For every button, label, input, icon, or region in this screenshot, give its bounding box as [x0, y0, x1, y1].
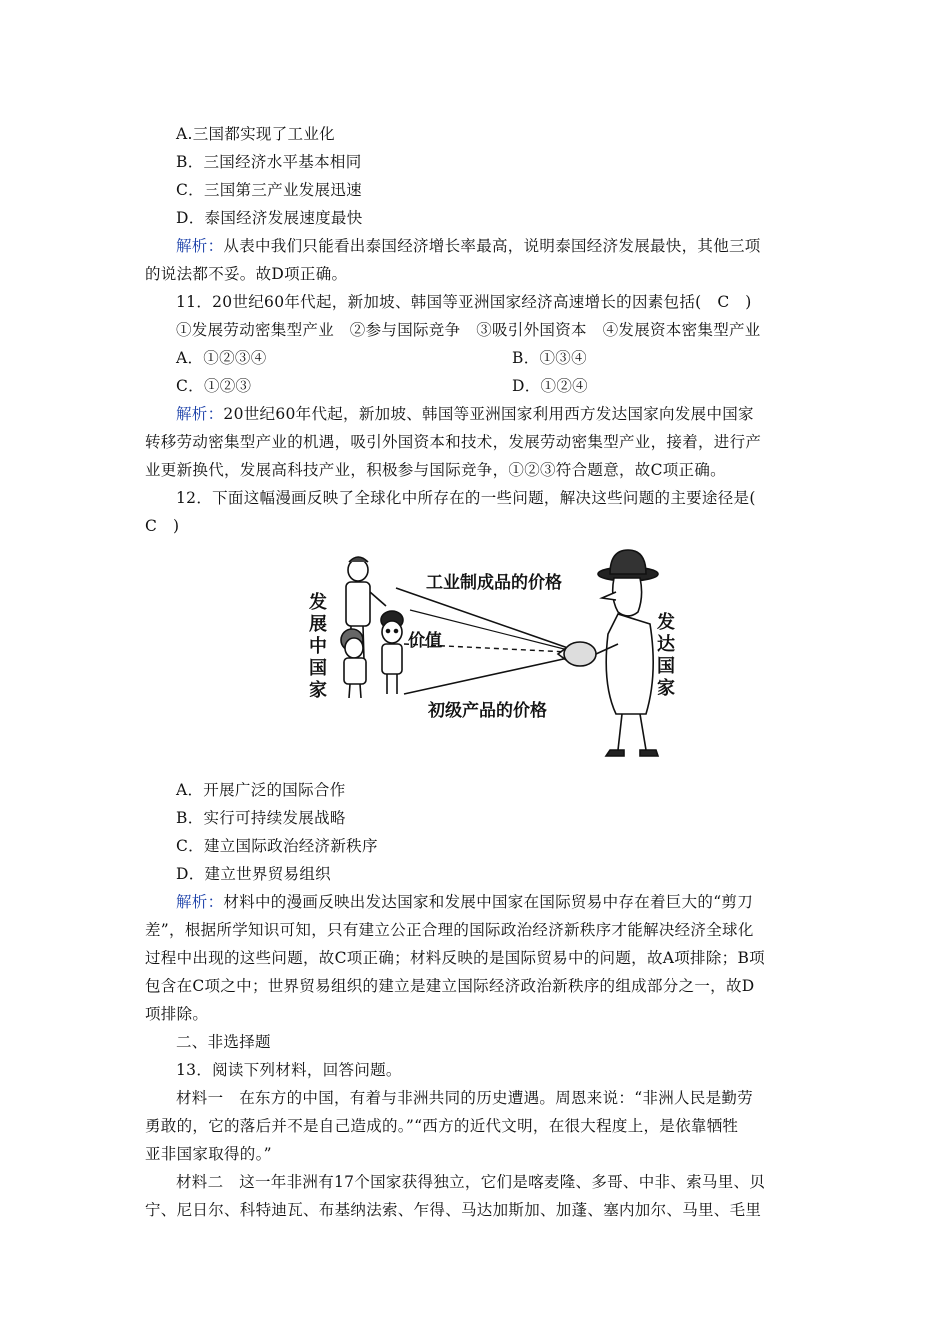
analysis-label: 解析：: [176, 893, 224, 911]
svg-text:中: 中: [309, 636, 327, 657]
material1-line-3: 亚非国家取得的。”: [145, 1145, 272, 1163]
material1-line-2: 勇敢的，它的落后并不是自己造成的。”“西方的近代文明，在很大程度上，是依靠牺牲: [145, 1117, 739, 1135]
material2-line-2: 宁、尼日尔、科特迪瓦、布基纳法索、乍得、马达加斯加、加蓬、塞内加尔、马里、毛里: [145, 1201, 762, 1219]
svg-text:发: 发: [309, 592, 327, 613]
material1-line-1: 材料一 在东方的中国，有着与非洲共同的历史遭遇。周恩来说：“非洲人民是勤劳: [176, 1089, 754, 1107]
q11-option-d: D．①②④: [512, 377, 588, 395]
value-label: 价值: [408, 631, 442, 651]
q12-option-a: A．开展广泛的国际合作: [176, 781, 346, 799]
q10-analysis-line-2: 的说法都不妥。故D项正确。: [145, 265, 348, 283]
q12-option-c: C．建立国际政治经济新秩序: [176, 837, 378, 855]
q10-option-a: A.三国都实现了工业化: [176, 125, 335, 143]
scissors-gap-cartoon: [300, 548, 700, 770]
industrial-price-label: 工业制成品的价格: [426, 573, 562, 593]
developing-country-figures: [341, 557, 403, 698]
q11-factors: ①发展劳动密集型产业 ②参与国际竞争 ③吸引外国资本 ④发展资本密集型产业: [176, 321, 761, 339]
primary-price-label: 初级产品的价格: [428, 701, 547, 721]
q11-option-c: C．①②③: [176, 377, 252, 395]
developed-countries-label: [656, 611, 675, 699]
q11-analysis-line-1: 解析：20世纪60年代起，新加坡、韩国等亚洲国家利用西方发达国家向发展中国家: [176, 405, 754, 423]
q12-stem-line-2: C ): [145, 517, 180, 535]
material2-line-1: 材料二 这一年非洲有17个国家获得独立，它们是喀麦隆、多哥、中非、索马里、贝: [176, 1173, 766, 1191]
svg-text:国: 国: [309, 658, 327, 679]
svg-text:发: 发: [657, 612, 675, 633]
q10-option-d: D．泰国经济发展速度最快: [176, 209, 363, 227]
q12-option-d: D．建立世界贸易组织: [176, 865, 331, 883]
q11-option-b: B．①③④: [512, 349, 587, 367]
svg-text:国: 国: [657, 656, 675, 677]
q11-option-a: A．①②③④: [176, 349, 267, 367]
analysis-label: 解析：: [176, 237, 224, 255]
developing-countries-label: [308, 591, 327, 701]
analysis-label: 解析：: [176, 405, 224, 423]
q12-option-b: B．实行可持续发展战略: [176, 809, 346, 827]
q12-analysis-line-3: 过程中出现的这些问题，故C项正确；材料反映的是国际贸易中的问题，故A项排除；B项: [145, 949, 765, 967]
q11-stem: 11．20世纪60年代起，新加坡、韩国等亚洲国家经济高速增长的因素包括( C ): [176, 293, 752, 311]
q10-analysis-line-1: 解析：从表中我们只能看出泰国经济增长率最高，说明泰国经济发展最快，其他三项: [176, 237, 761, 255]
q12-analysis-line-1: 解析：材料中的漫画反映出发达国家和发展中国家在国际贸易中存在着巨大的“剪刀: [176, 893, 754, 911]
svg-text:家: 家: [309, 680, 327, 701]
svg-text:展: 展: [309, 614, 327, 635]
q12-stem-line-1: 12．下面这幅漫画反映了全球化中所存在的一些问题，解决这些问题的主要途径是(: [176, 489, 756, 507]
svg-text:达: 达: [657, 634, 675, 655]
svg-text:家: 家: [657, 678, 675, 699]
q10-option-c: C．三国第三产业发展迅速: [176, 181, 362, 199]
developed-country-figure: [558, 550, 658, 756]
section-heading: 二、非选择题: [176, 1033, 271, 1051]
q10-option-b: B．三国经济水平基本相同: [176, 153, 362, 171]
q12-analysis-line-2: 差”，根据所学知识可知，只有建立公正合理的国际政治经济新秩序才能解决经济全球化: [145, 921, 754, 939]
q11-analysis-line-3: 业更新换代，发展高科技产业，积极参与国际竞争，①②③符合题意，故C项正确。: [145, 461, 726, 479]
q12-analysis-line-5: 项排除。: [145, 1005, 209, 1023]
q13-stem: 13．阅读下列材料，回答问题。: [176, 1061, 402, 1079]
q12-analysis-line-4: 包含在C项之中；世界贸易组织的建立是建立国际经济政治新秩序的组成部分之一，故D: [145, 977, 755, 995]
q11-analysis-line-2: 转移劳动密集型产业的机遇，吸引外国资本和技术，发展劳动密集型产业，接着，进行产: [145, 433, 762, 451]
